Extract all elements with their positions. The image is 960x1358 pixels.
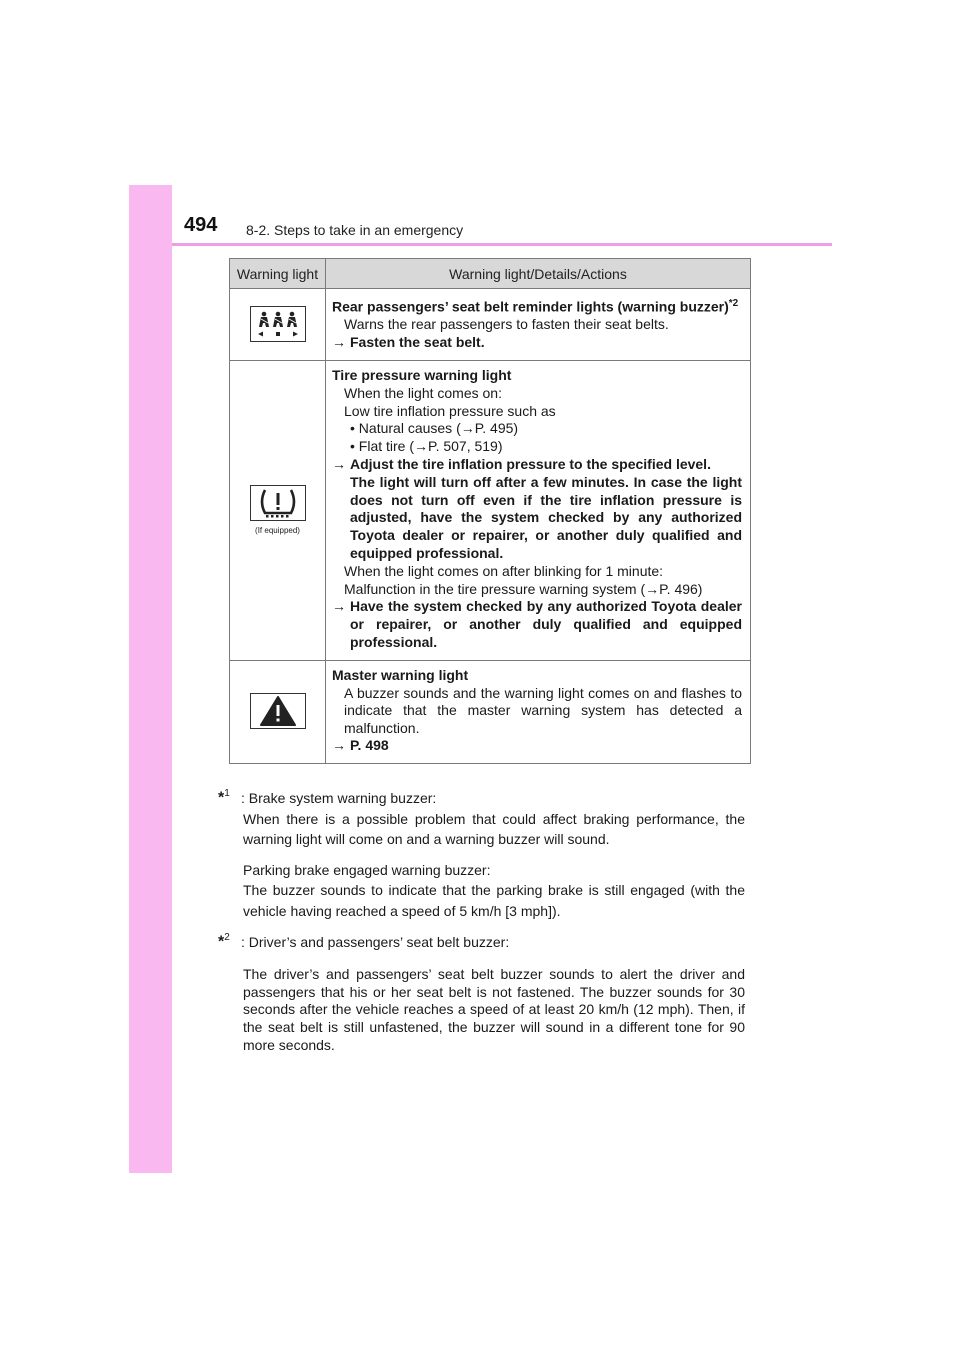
row-action: → Adjust the tire inflation pressure to the specified level. <box>332 456 711 473</box>
section-title: 8-2. Steps to take in an emergency <box>246 222 464 238</box>
rear-seat-belt-reminder-icon <box>250 306 306 342</box>
table-row <box>230 660 751 763</box>
row-action: → P. 498 <box>332 737 389 754</box>
arrow-icon: → <box>332 737 346 754</box>
details-cell <box>326 289 751 361</box>
arrow-icon: → <box>332 598 346 615</box>
column-header-warning-light: Warning light <box>230 259 326 289</box>
row-action: → Fasten the seat belt. <box>332 334 485 351</box>
footnote-mark: *$^2$ <box>218 931 230 950</box>
tire-pressure-title: Tire pressure warning light <box>332 367 512 384</box>
row-action: → Have the system checked by any authorized Toyota dealer or repairer, or another duly qualified and equipped professional. <box>332 598 742 650</box>
page-number: 494 <box>184 214 218 236</box>
details-cell <box>326 660 751 763</box>
arrow-icon: → <box>332 456 346 473</box>
arrow-icon: → <box>332 334 346 351</box>
footnote-text: When there is a possible problem that could affect braking performance, the warning light will come on and a warning buzzer will sound. <box>243 810 745 848</box>
condition-detail: Malfunction in the tire pressure warning system (→P. 496) <box>344 580 703 597</box>
footnote-ref: *2 <box>728 298 739 309</box>
table-row <box>230 289 751 361</box>
master-warning-icon <box>250 693 306 729</box>
table-row <box>230 361 751 661</box>
list-item: • Flat tire (→P. 507, 519) <box>350 438 503 455</box>
list-item: • Natural causes (→P. 495) <box>350 420 519 437</box>
footnote-text: The driver’s and passengers’ seat belt buzzer sounds to alert the driver and passengers that his or her seat belt is not fastened. The buzzer sounds for 30 seconds after the vehicle reaches a speed of at least 20 km/h (12 mph). Then, if the seat belt is still unfastened, the buzzer will sound in a different tone for 90 more seconds. <box>243 966 745 1053</box>
if-equipped-caption: (If equipped) <box>255 526 300 536</box>
details-cell <box>326 361 751 661</box>
row-detail: Warns the rear passengers to fasten their seat belts. <box>344 316 669 333</box>
footnote-title: : Brake system warning buzzer: <box>241 790 437 806</box>
condition-text: When the light comes on: <box>344 384 502 401</box>
condition-text: When the light comes on after blinking for 1 minute: <box>344 562 664 579</box>
footnotes <box>218 788 745 1054</box>
table-header-row <box>230 259 751 289</box>
footnote-text: The buzzer sounds to indicate that the parking brake is still engaged (with the vehicle having reached a speed of 5 km/h [3 mph]). <box>243 882 745 919</box>
footnote-1 <box>218 788 745 922</box>
header-rule <box>172 243 832 246</box>
warning-light-table <box>229 258 751 764</box>
row-detail: A buzzer sounds and the warning light comes on and flashes to indicate that the master warning system has detected a malfunction. <box>344 684 742 736</box>
icon-cell <box>230 660 326 763</box>
row-action-extra: The light will turn off after a few minutes. In case the light does not turn off even if the tire inflation pressure is adjusted, have the system checked by any authorized Toyota dealer or repairer, or another duly qualified and equipped professional. <box>350 473 742 562</box>
condition-detail: Low tire inflation pressure such as <box>344 402 556 419</box>
footnote-title: : Driver’s and passengers’ seat belt buzzer: <box>241 933 510 950</box>
rear-seat-belt-title: Rear passengers’ seat belt reminder lights (warning buzzer) <box>332 298 729 315</box>
footnote-mark: *$^1$ <box>218 788 230 807</box>
chapter-side-tab <box>129 185 172 1173</box>
row-title <box>332 295 742 316</box>
footnote-2 <box>218 932 745 1055</box>
column-header-details-actions: Warning light/Details/Actions <box>326 259 751 289</box>
footnote-subtitle: Parking brake engaged warning buzzer: <box>243 861 491 878</box>
icon-cell <box>230 289 326 361</box>
icon-cell <box>230 361 326 661</box>
tire-pressure-icon <box>250 485 306 521</box>
master-warning-title: Master warning light <box>332 666 469 683</box>
